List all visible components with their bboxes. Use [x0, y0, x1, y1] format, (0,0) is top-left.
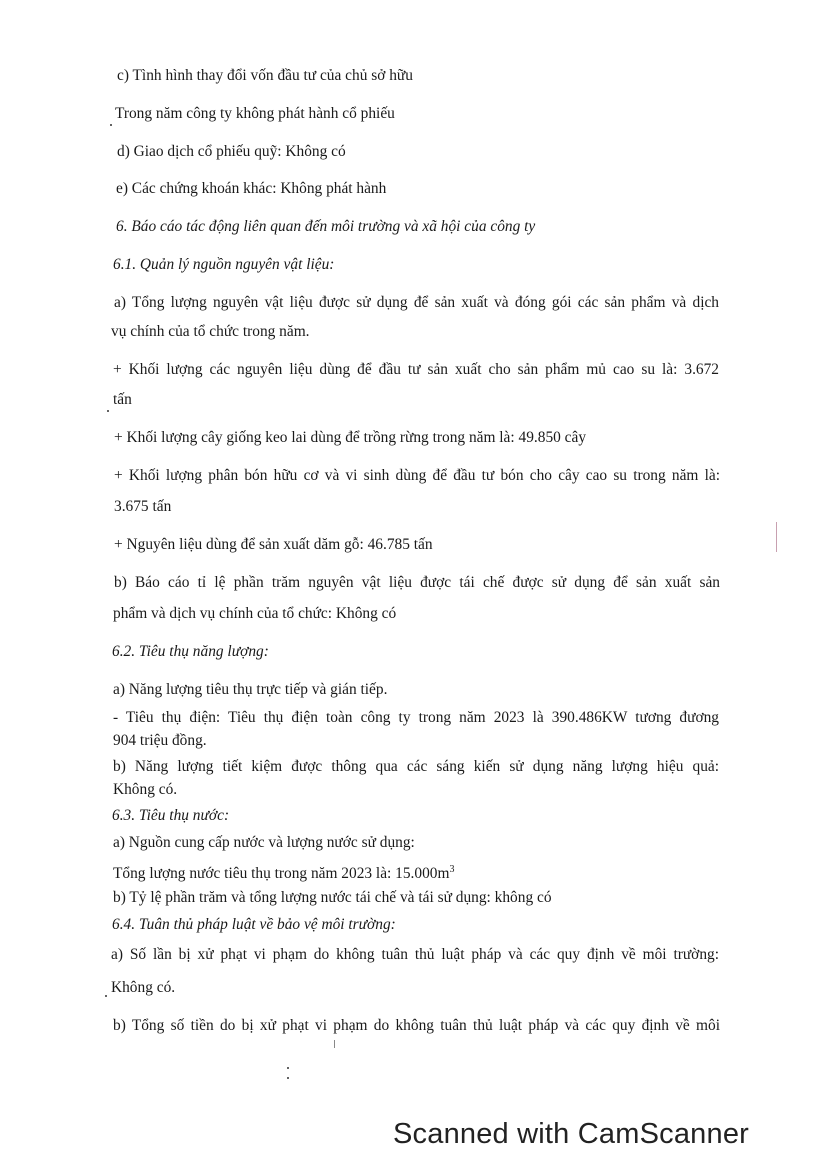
scan-speck	[287, 1067, 289, 1069]
text-line: d) Giao dịch cổ phiếu quỹ: Không có	[117, 143, 346, 160]
scan-speck	[287, 1077, 289, 1079]
text-line: b) Báo cáo tỉ lệ phần trăm nguyên vật liệu được tái chế được sử dụng để sản xuất sản	[114, 574, 720, 591]
text-line: b) Năng lượng tiết kiệm được thông qua các sáng kiến sử dụng năng lượng hiệu quả:	[113, 758, 719, 775]
section-heading: 6.1. Quản lý nguồn nguyên vật liệu:	[113, 256, 335, 273]
pen-mark	[776, 522, 777, 552]
text-line: tấn	[113, 391, 132, 408]
text-line: + Nguyên liệu dùng để sản xuất dăm gỗ: 46.785 tấn	[114, 536, 433, 553]
text-line: c) Tình hình thay đổi vốn đầu tư của chủ sở hữu	[117, 67, 413, 84]
text-line: - Tiêu thụ điện: Tiêu thụ điện toàn công ty trong năm 2023 là 390.486KW tương đương	[113, 709, 719, 726]
text-line: b) Tổng số tiền do bị xử phạt vi phạm do không tuân thủ luật pháp và các quy định về môi	[113, 1017, 720, 1034]
scan-speck	[110, 124, 112, 126]
text-line: + Khối lượng cây giống keo lai dùng để trồng rừng trong năm là: 49.850 cây	[114, 429, 587, 446]
text-line: b) Tỷ lệ phần trăm và tổng lượng nước tái chế và tái sử dụng: không có	[113, 889, 552, 906]
text-line: vụ chính của tổ chức trong năm.	[111, 323, 310, 340]
water-total-text: Tổng lượng nước tiêu thụ trong năm 2023 là: 15.000m	[113, 865, 450, 883]
text-line: 904 triệu đồng.	[113, 732, 207, 749]
text-line: phẩm và dịch vụ chính của tổ chức: Không có	[113, 605, 397, 622]
text-line	[113, 860, 454, 884]
pen-mark	[334, 1040, 335, 1048]
text-line: Không có.	[113, 781, 178, 798]
text-line: Trong năm công ty không phát hành cổ phiếu	[115, 105, 395, 122]
section-heading: 6.4. Tuân thủ pháp luật về bảo vệ môi trường:	[112, 916, 396, 933]
scan-speck	[107, 410, 109, 412]
text-line: a) Năng lượng tiêu thụ trực tiếp và gián tiếp.	[113, 681, 388, 698]
scan-speck	[105, 995, 107, 997]
text-line: a) Tổng lượng nguyên vật liệu được sử dụng để sản xuất và đóng gói các sản phẩm và dịch	[114, 294, 719, 311]
section-heading: 6.2. Tiêu thụ năng lượng:	[112, 643, 269, 660]
text-line: e) Các chứng khoán khác: Không phát hành	[116, 180, 387, 197]
text-line: + Khối lượng các nguyên liệu dùng để đầu tư sản xuất cho sản phẩm mủ cao su là: 3.672	[113, 361, 719, 378]
text-line: 3.675 tấn	[114, 498, 172, 515]
camscanner-watermark: Scanned with CamScanner	[393, 1118, 750, 1150]
text-line: + Khối lượng phân bón hữu cơ và vi sinh dùng để đầu tư bón cho cây cao su trong năm là:	[114, 467, 720, 484]
text-line: a) Số lần bị xử phạt vi phạm do không tuân thủ luật pháp và các quy định về môi trường:	[111, 946, 719, 963]
text-line: a) Nguồn cung cấp nước và lượng nước sử dụng:	[113, 834, 415, 851]
section-heading: 6.3. Tiêu thụ nước:	[112, 807, 230, 824]
text-line: Không có.	[111, 979, 176, 996]
cubic-superscript: 3	[449, 864, 455, 875]
section-heading: 6. Báo cáo tác động liên quan đến môi trường và xã hội của công ty	[116, 218, 536, 235]
